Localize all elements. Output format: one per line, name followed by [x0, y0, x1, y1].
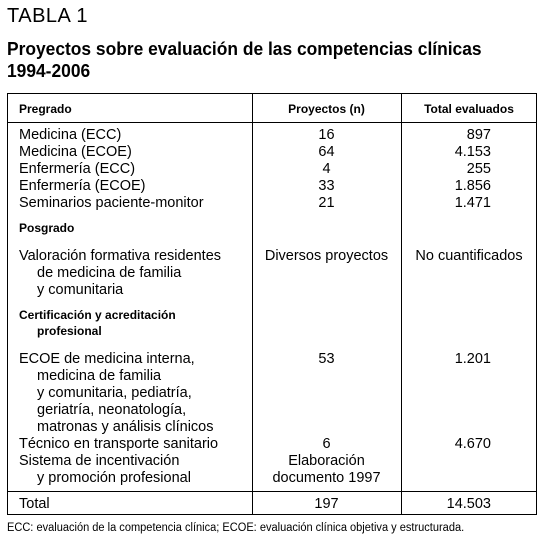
row-total: 4.670 — [454, 436, 491, 452]
header-proyectos: Proyectos (n) — [288, 102, 365, 116]
row-proyectos: 6 — [322, 436, 331, 452]
row-label: geriatría, neonatología, — [37, 402, 187, 418]
row-total: 1.201 — [454, 351, 491, 367]
section-heading-posgrado: Posgrado — [19, 221, 75, 235]
row-label: ECOE de medicina interna, — [19, 351, 195, 367]
row-proyectos: Diversos proyectos — [264, 248, 389, 264]
total-evaluados: 14.503 — [446, 496, 491, 512]
section-heading-certificacion: profesional — [37, 324, 102, 338]
total-label: Total — [19, 496, 50, 512]
row-proyectos: 4 — [322, 161, 331, 177]
row-label: Enfermería (ECC) — [19, 161, 136, 177]
header-total-evaluados: Total evaluados — [424, 102, 514, 116]
row-label: y comunitaria, pediatría, — [37, 385, 192, 401]
row-label: Sistema de incentivación — [19, 453, 180, 469]
header-rule — [8, 122, 536, 123]
row-proyectos: 21 — [318, 195, 335, 211]
row-label: de medicina de familia — [37, 265, 182, 281]
row-total: 1.471 — [454, 195, 491, 211]
row-label: Técnico en transporte sanitario — [19, 436, 219, 452]
row-label: Valoración formativa residentes — [19, 248, 222, 264]
row-label: Medicina (ECOE) — [19, 144, 132, 160]
row-label: y promoción profesional — [37, 470, 191, 486]
row-total: 4.153 — [454, 144, 491, 160]
row-label: Seminarios paciente-monitor — [19, 195, 204, 211]
total-proyectos: 197 — [314, 496, 339, 512]
table-label: TABLA 1 — [7, 5, 88, 27]
row-proyectos: 53 — [318, 351, 335, 367]
row-proyectos: Elaboración — [288, 453, 365, 469]
data-table — [7, 93, 537, 515]
row-proyectos: 16 — [318, 127, 335, 143]
total-rule — [8, 491, 536, 492]
row-label: y comunitaria — [37, 282, 124, 298]
row-total: 897 — [466, 127, 491, 143]
row-total: No cuantificados — [415, 248, 523, 264]
row-total: 255 — [466, 161, 491, 177]
row-label: matronas y análisis clínicos — [37, 419, 214, 435]
table-title: Proyectos sobre evaluación de las competencias clínicas 1994-2006 — [7, 38, 482, 81]
row-proyectos: 33 — [318, 178, 335, 194]
row-proyectos: 64 — [318, 144, 335, 160]
row-label: Medicina (ECC) — [19, 127, 122, 143]
section-heading-certificacion: Certificación y acreditación — [19, 308, 176, 322]
header-pregrado: Pregrado — [19, 102, 72, 116]
row-total: 1.856 — [454, 178, 491, 194]
footnote: ECC: evaluación de la competencia clínica; ECOE: evaluación clínica objetiva y estructurada. — [7, 522, 465, 534]
row-proyectos: documento 1997 — [272, 470, 381, 486]
row-label: Enfermería (ECOE) — [19, 178, 146, 194]
row-label: medicina de familia — [37, 368, 162, 384]
